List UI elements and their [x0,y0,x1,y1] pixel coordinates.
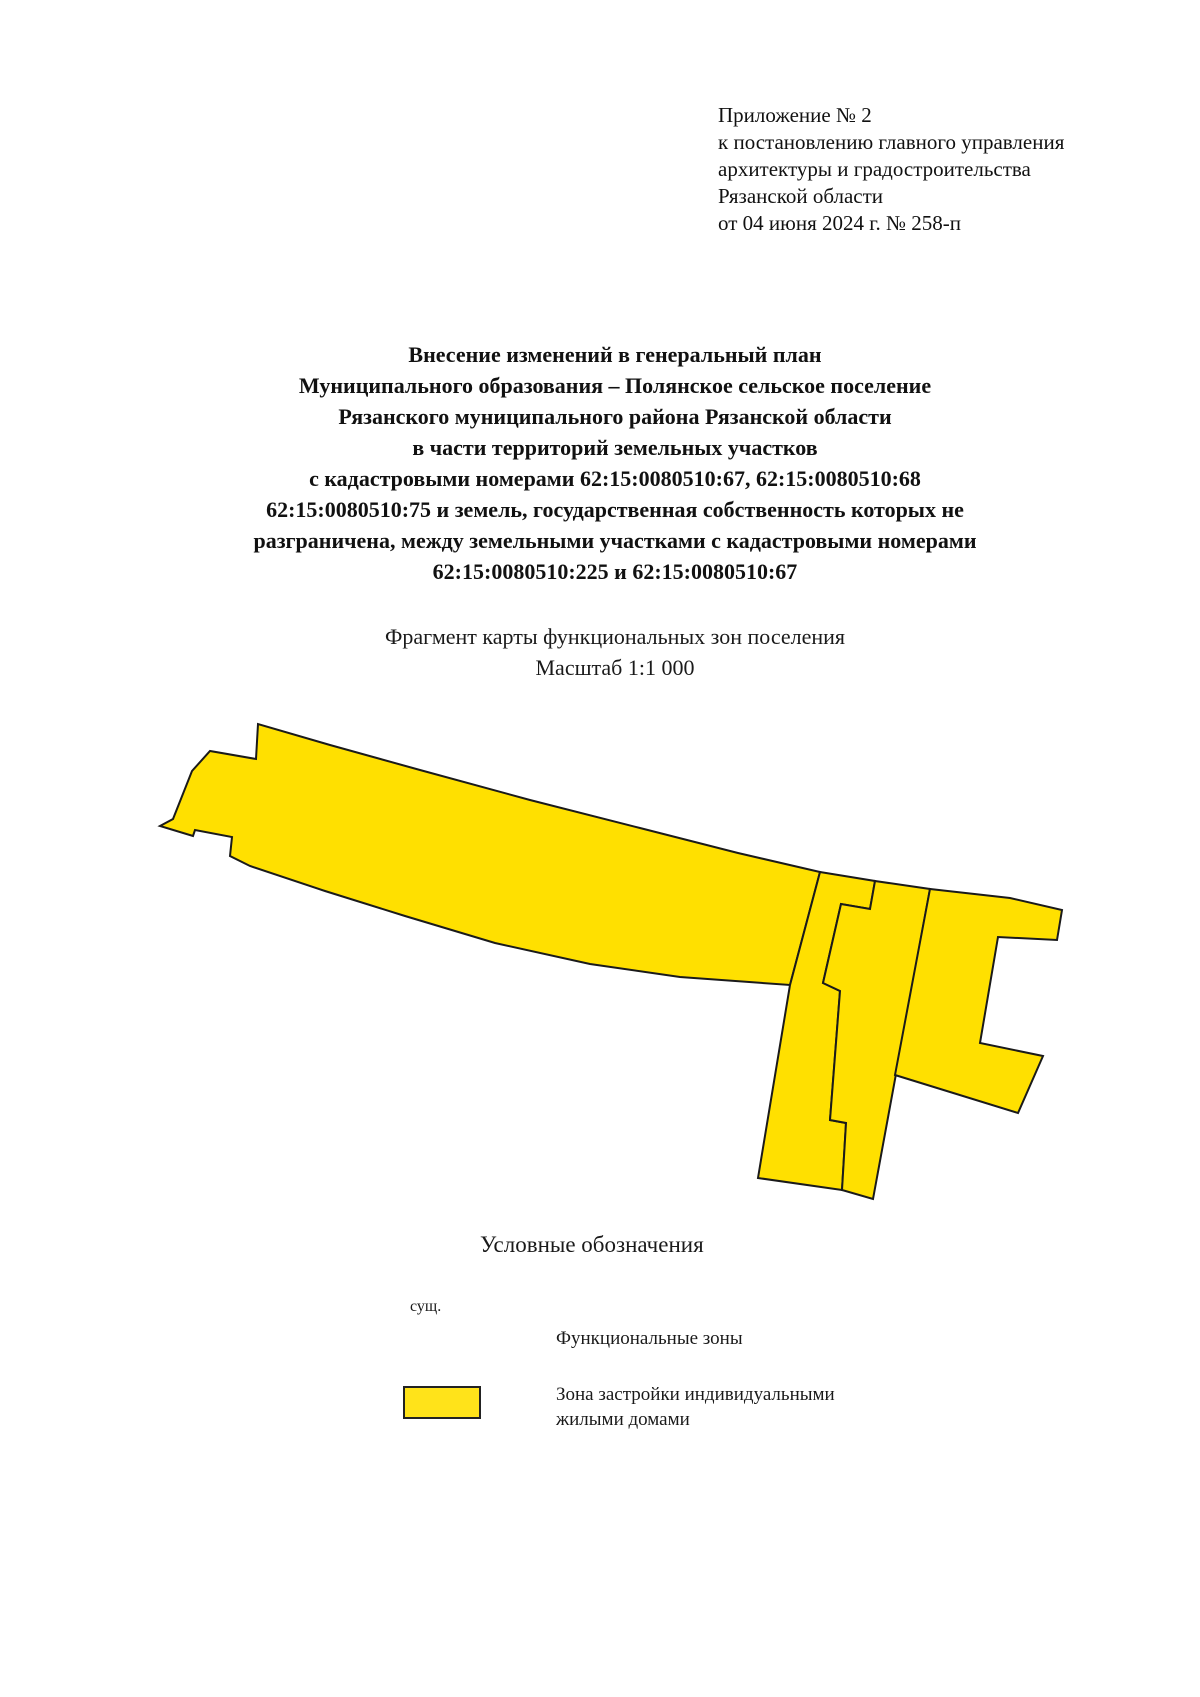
title-line: с кадастровыми номерами 62:15:0080510:67, 62:15:0080510:68 [309,466,921,491]
title-line: Внесение изменений в генеральный план [408,342,822,367]
map-name: Фрагмент карты функциональных зон поселения [384,624,846,649]
legend-item-line: жилыми домами [556,1409,690,1430]
title-line: в части территорий земельных участков [412,435,818,460]
legend-abbreviation: сущ. [410,1298,442,1315]
title-line: Рязанского муниципального района Рязанской области [338,404,892,429]
title-line: 62:15:0080510:75 и земель, государственная собственность которых не [266,497,964,522]
legend-item-line: Зона застройки индивидуальными [556,1384,835,1405]
map-scale: Масштаб 1:1 000 [535,655,695,680]
appendix-line: к постановлению главного управления [718,130,1065,154]
title-line: 62:15:0080510:225 и 62:15:0080510:67 [432,559,798,584]
appendix-line: Рязанской области [718,184,884,208]
map-zones [160,724,1062,1199]
legend-group-title: Функциональные зоны [556,1328,743,1349]
appendix-line: Приложение № 2 [718,103,872,127]
zone-parcel-west [160,724,820,985]
appendix-line: архитектуры и градостроительства [718,157,1031,181]
title-line: Муниципального образования – Полянское сельское поселение [298,373,932,398]
appendix-line: от 04 июня 2024 г. № 258-п [718,211,961,235]
legend-item-residential [556,1382,956,1432]
legend-heading: Условные обозначения [480,1232,704,1257]
legend-swatch-residential [403,1386,481,1419]
title-line: разграничена, между земельными участками с кадастровыми номерами [253,528,977,553]
